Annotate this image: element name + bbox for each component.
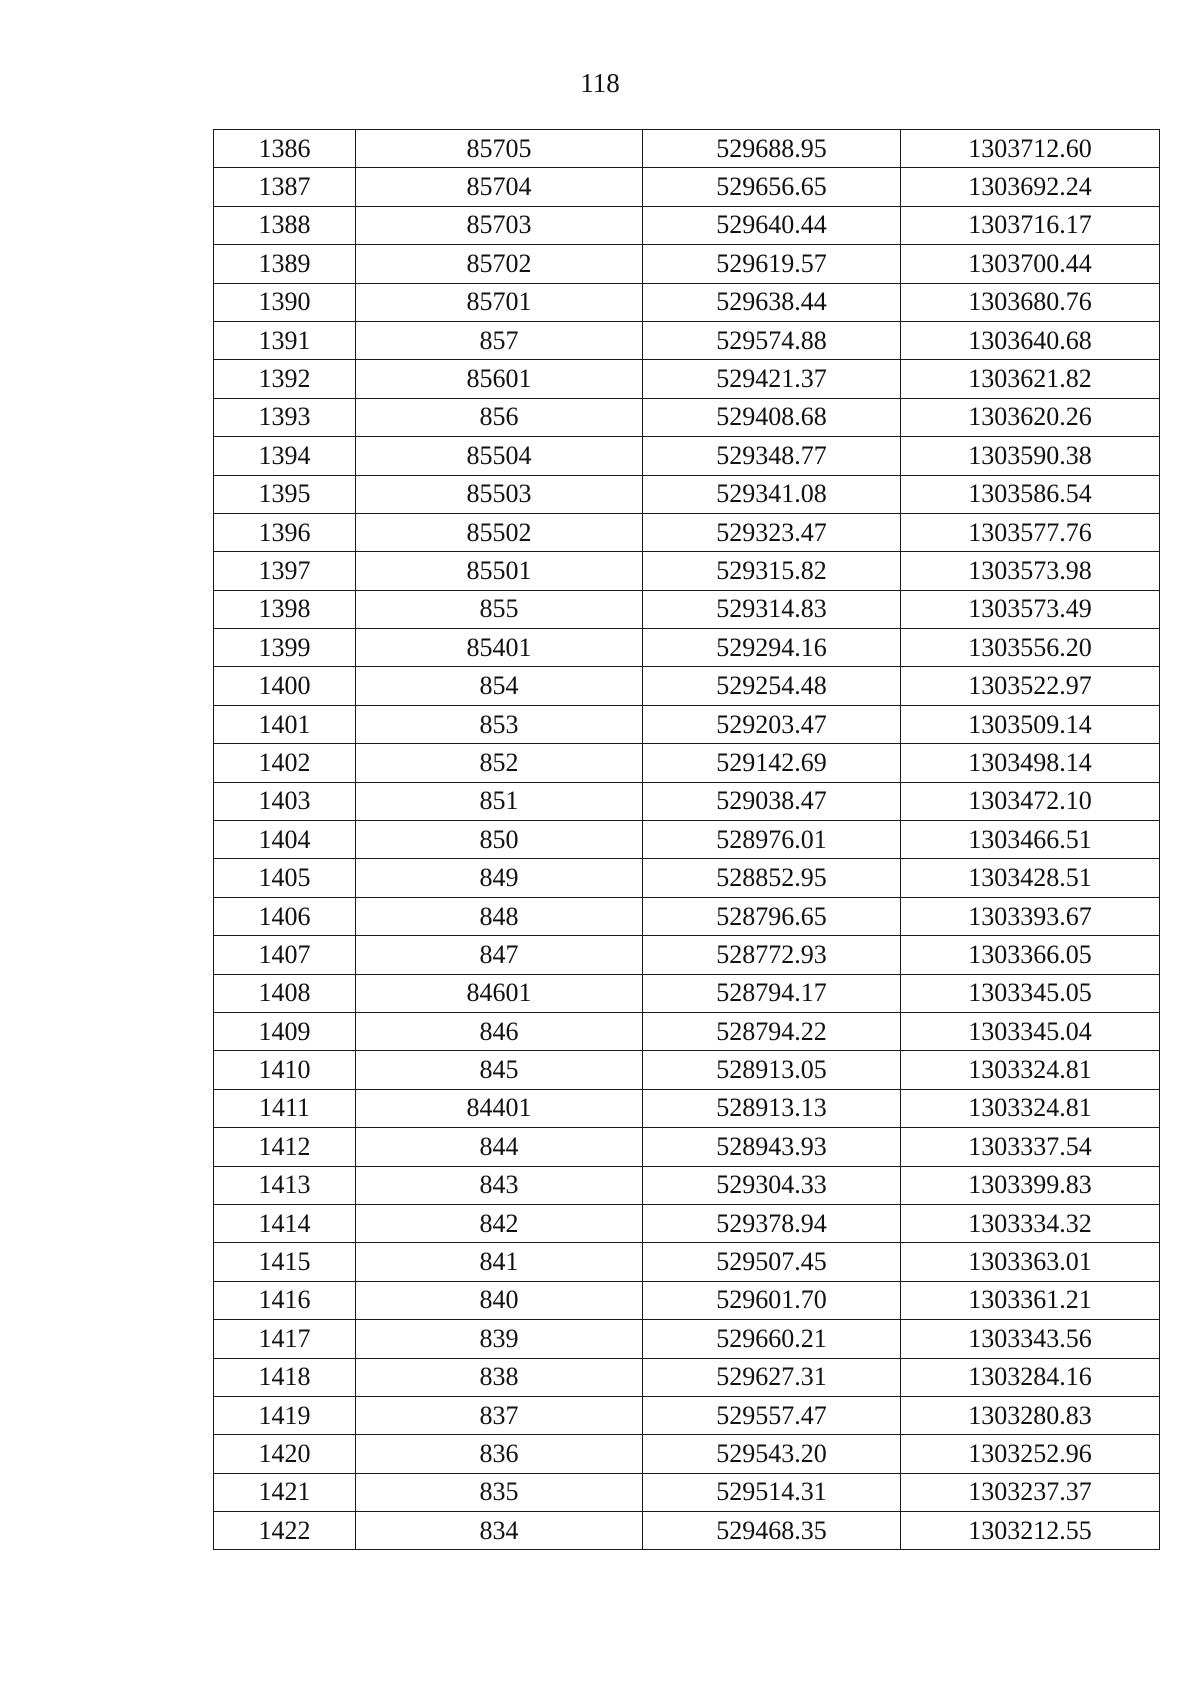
table-row <box>214 1358 1160 1396</box>
table-row <box>214 360 1160 398</box>
y-coordinate-cell: 1303712.60 <box>901 130 1160 168</box>
point-number-cell: 1416 <box>214 1281 356 1319</box>
y-coordinate-cell: 1303284.16 <box>901 1358 1160 1396</box>
point-id-cell: 838 <box>356 1358 643 1396</box>
table-row <box>214 1128 1160 1166</box>
y-coordinate-cell: 1303361.21 <box>901 1281 1160 1319</box>
point-number-cell: 1394 <box>214 437 356 475</box>
y-coordinate-cell: 1303345.05 <box>901 974 1160 1012</box>
y-coordinate-cell: 1303334.32 <box>901 1204 1160 1242</box>
point-id-cell: 85504 <box>356 437 643 475</box>
x-coordinate-cell: 529323.47 <box>643 513 901 551</box>
x-coordinate-cell: 529254.48 <box>643 667 901 705</box>
table-row <box>214 1089 1160 1127</box>
point-id-cell: 85501 <box>356 552 643 590</box>
point-id-cell: 857 <box>356 321 643 359</box>
table-row <box>214 513 1160 551</box>
table-row <box>214 283 1160 321</box>
point-number-cell: 1400 <box>214 667 356 705</box>
x-coordinate-cell: 529619.57 <box>643 245 901 283</box>
point-number-cell: 1390 <box>214 283 356 321</box>
table-row <box>214 936 1160 974</box>
y-coordinate-cell: 1303621.82 <box>901 360 1160 398</box>
x-coordinate-cell: 529688.95 <box>643 130 901 168</box>
table-row <box>214 552 1160 590</box>
x-coordinate-cell: 528913.05 <box>643 1051 901 1089</box>
y-coordinate-cell: 1303343.56 <box>901 1320 1160 1358</box>
y-coordinate-cell: 1303498.14 <box>901 744 1160 782</box>
point-number-cell: 1420 <box>214 1435 356 1473</box>
table-row <box>214 897 1160 935</box>
point-id-cell: 855 <box>356 590 643 628</box>
table-row <box>214 475 1160 513</box>
x-coordinate-cell: 529421.37 <box>643 360 901 398</box>
point-number-cell: 1418 <box>214 1358 356 1396</box>
x-coordinate-cell: 529408.68 <box>643 398 901 436</box>
y-coordinate-cell: 1303399.83 <box>901 1166 1160 1204</box>
table-row <box>214 1320 1160 1358</box>
x-coordinate-cell: 529557.47 <box>643 1396 901 1434</box>
point-number-cell: 1389 <box>214 245 356 283</box>
point-id-cell: 846 <box>356 1012 643 1050</box>
x-coordinate-cell: 529627.31 <box>643 1358 901 1396</box>
point-number-cell: 1408 <box>214 974 356 1012</box>
point-id-cell: 85601 <box>356 360 643 398</box>
y-coordinate-cell: 1303428.51 <box>901 859 1160 897</box>
table-row <box>214 1435 1160 1473</box>
y-coordinate-cell: 1303324.81 <box>901 1051 1160 1089</box>
point-id-cell: 85702 <box>356 245 643 283</box>
point-number-cell: 1406 <box>214 897 356 935</box>
point-id-cell: 85502 <box>356 513 643 551</box>
point-number-cell: 1419 <box>214 1396 356 1434</box>
coordinates-table <box>213 129 1160 1550</box>
y-coordinate-cell: 1303280.83 <box>901 1396 1160 1434</box>
point-id-cell: 85701 <box>356 283 643 321</box>
point-number-cell: 1411 <box>214 1089 356 1127</box>
y-coordinate-cell: 1303573.49 <box>901 590 1160 628</box>
point-id-cell: 84401 <box>356 1089 643 1127</box>
y-coordinate-cell: 1303577.76 <box>901 513 1160 551</box>
table-row <box>214 1396 1160 1434</box>
table-row <box>214 1012 1160 1050</box>
point-number-cell: 1413 <box>214 1166 356 1204</box>
table-row <box>214 667 1160 705</box>
table-row <box>214 437 1160 475</box>
table-row <box>214 705 1160 743</box>
point-id-cell: 842 <box>356 1204 643 1242</box>
x-coordinate-cell: 528913.13 <box>643 1089 901 1127</box>
point-id-cell: 845 <box>356 1051 643 1089</box>
point-number-cell: 1399 <box>214 629 356 667</box>
y-coordinate-cell: 1303466.51 <box>901 821 1160 859</box>
table-row <box>214 1281 1160 1319</box>
y-coordinate-cell: 1303252.96 <box>901 1435 1160 1473</box>
table-row <box>214 629 1160 667</box>
x-coordinate-cell: 528772.93 <box>643 936 901 974</box>
point-id-cell: 84601 <box>356 974 643 1012</box>
point-number-cell: 1414 <box>214 1204 356 1242</box>
table-row <box>214 974 1160 1012</box>
table-row <box>214 859 1160 897</box>
x-coordinate-cell: 529660.21 <box>643 1320 901 1358</box>
x-coordinate-cell: 529294.16 <box>643 629 901 667</box>
y-coordinate-cell: 1303586.54 <box>901 475 1160 513</box>
y-coordinate-cell: 1303363.01 <box>901 1243 1160 1281</box>
x-coordinate-cell: 529468.35 <box>643 1512 901 1550</box>
point-number-cell: 1395 <box>214 475 356 513</box>
y-coordinate-cell: 1303716.17 <box>901 206 1160 244</box>
coordinates-table-body <box>214 130 1160 1550</box>
point-number-cell: 1391 <box>214 321 356 359</box>
page-number: 118 <box>580 68 620 98</box>
point-number-cell: 1397 <box>214 552 356 590</box>
y-coordinate-cell: 1303640.68 <box>901 321 1160 359</box>
x-coordinate-cell: 529038.47 <box>643 782 901 820</box>
point-number-cell: 1407 <box>214 936 356 974</box>
y-coordinate-cell: 1303393.67 <box>901 897 1160 935</box>
point-id-cell: 853 <box>356 705 643 743</box>
table-row <box>214 1243 1160 1281</box>
y-coordinate-cell: 1303590.38 <box>901 437 1160 475</box>
x-coordinate-cell: 529543.20 <box>643 1435 901 1473</box>
point-number-cell: 1388 <box>214 206 356 244</box>
x-coordinate-cell: 529640.44 <box>643 206 901 244</box>
x-coordinate-cell: 529514.31 <box>643 1473 901 1511</box>
point-id-cell: 85503 <box>356 475 643 513</box>
point-number-cell: 1415 <box>214 1243 356 1281</box>
table-row <box>214 1166 1160 1204</box>
table-row <box>214 1473 1160 1511</box>
y-coordinate-cell: 1303366.05 <box>901 936 1160 974</box>
table-row <box>214 168 1160 206</box>
y-coordinate-cell: 1303573.98 <box>901 552 1160 590</box>
table-row <box>214 590 1160 628</box>
point-id-cell: 85401 <box>356 629 643 667</box>
x-coordinate-cell: 528852.95 <box>643 859 901 897</box>
point-id-cell: 840 <box>356 1281 643 1319</box>
point-number-cell: 1398 <box>214 590 356 628</box>
point-number-cell: 1417 <box>214 1320 356 1358</box>
y-coordinate-cell: 1303680.76 <box>901 283 1160 321</box>
x-coordinate-cell: 529656.65 <box>643 168 901 206</box>
y-coordinate-cell: 1303337.54 <box>901 1128 1160 1166</box>
point-id-cell: 839 <box>356 1320 643 1358</box>
point-id-cell: 856 <box>356 398 643 436</box>
point-number-cell: 1392 <box>214 360 356 398</box>
table-row <box>214 206 1160 244</box>
table-row <box>214 1204 1160 1242</box>
x-coordinate-cell: 529348.77 <box>643 437 901 475</box>
x-coordinate-cell: 529304.33 <box>643 1166 901 1204</box>
point-id-cell: 847 <box>356 936 643 974</box>
point-number-cell: 1396 <box>214 513 356 551</box>
x-coordinate-cell: 529203.47 <box>643 705 901 743</box>
table-row <box>214 1512 1160 1550</box>
y-coordinate-cell: 1303692.24 <box>901 168 1160 206</box>
point-id-cell: 85704 <box>356 168 643 206</box>
y-coordinate-cell: 1303212.55 <box>901 1512 1160 1550</box>
point-number-cell: 1393 <box>214 398 356 436</box>
y-coordinate-cell: 1303556.20 <box>901 629 1160 667</box>
x-coordinate-cell: 529601.70 <box>643 1281 901 1319</box>
point-number-cell: 1386 <box>214 130 356 168</box>
point-id-cell: 849 <box>356 859 643 897</box>
x-coordinate-cell: 528794.22 <box>643 1012 901 1050</box>
point-id-cell: 844 <box>356 1128 643 1166</box>
point-id-cell: 843 <box>356 1166 643 1204</box>
point-id-cell: 836 <box>356 1435 643 1473</box>
point-number-cell: 1405 <box>214 859 356 897</box>
point-id-cell: 850 <box>356 821 643 859</box>
point-id-cell: 837 <box>356 1396 643 1434</box>
table-row <box>214 744 1160 782</box>
x-coordinate-cell: 529315.82 <box>643 552 901 590</box>
point-number-cell: 1410 <box>214 1051 356 1089</box>
x-coordinate-cell: 529142.69 <box>643 744 901 782</box>
x-coordinate-cell: 528794.17 <box>643 974 901 1012</box>
y-coordinate-cell: 1303472.10 <box>901 782 1160 820</box>
table-row <box>214 821 1160 859</box>
point-number-cell: 1404 <box>214 821 356 859</box>
x-coordinate-cell: 529341.08 <box>643 475 901 513</box>
point-number-cell: 1401 <box>214 705 356 743</box>
x-coordinate-cell: 529574.88 <box>643 321 901 359</box>
table-row <box>214 321 1160 359</box>
table-row <box>214 130 1160 168</box>
point-id-cell: 852 <box>356 744 643 782</box>
point-id-cell: 85703 <box>356 206 643 244</box>
point-number-cell: 1409 <box>214 1012 356 1050</box>
y-coordinate-cell: 1303324.81 <box>901 1089 1160 1127</box>
point-number-cell: 1387 <box>214 168 356 206</box>
point-number-cell: 1412 <box>214 1128 356 1166</box>
point-id-cell: 835 <box>356 1473 643 1511</box>
table-row <box>214 782 1160 820</box>
table-row <box>214 398 1160 436</box>
point-id-cell: 834 <box>356 1512 643 1550</box>
point-number-cell: 1403 <box>214 782 356 820</box>
y-coordinate-cell: 1303509.14 <box>901 705 1160 743</box>
x-coordinate-cell: 528796.65 <box>643 897 901 935</box>
table-row <box>214 1051 1160 1089</box>
x-coordinate-cell: 529378.94 <box>643 1204 901 1242</box>
x-coordinate-cell: 529507.45 <box>643 1243 901 1281</box>
y-coordinate-cell: 1303522.97 <box>901 667 1160 705</box>
point-id-cell: 854 <box>356 667 643 705</box>
x-coordinate-cell: 529638.44 <box>643 283 901 321</box>
point-id-cell: 851 <box>356 782 643 820</box>
point-id-cell: 841 <box>356 1243 643 1281</box>
point-id-cell: 848 <box>356 897 643 935</box>
point-id-cell: 85705 <box>356 130 643 168</box>
x-coordinate-cell: 528976.01 <box>643 821 901 859</box>
y-coordinate-cell: 1303620.26 <box>901 398 1160 436</box>
point-number-cell: 1421 <box>214 1473 356 1511</box>
y-coordinate-cell: 1303237.37 <box>901 1473 1160 1511</box>
point-number-cell: 1402 <box>214 744 356 782</box>
y-coordinate-cell: 1303345.04 <box>901 1012 1160 1050</box>
point-number-cell: 1422 <box>214 1512 356 1550</box>
y-coordinate-cell: 1303700.44 <box>901 245 1160 283</box>
x-coordinate-cell: 528943.93 <box>643 1128 901 1166</box>
table-row <box>214 245 1160 283</box>
x-coordinate-cell: 529314.83 <box>643 590 901 628</box>
